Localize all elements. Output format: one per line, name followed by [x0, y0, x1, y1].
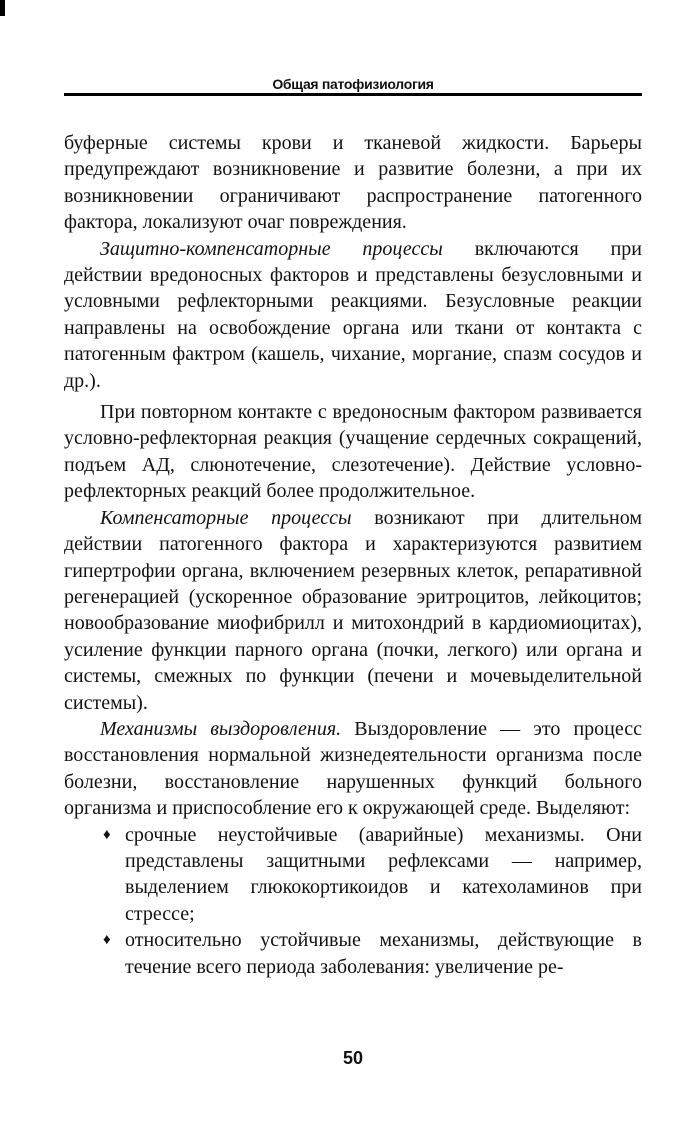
list-item-text: срочные неустойчивые (аварийные) механизмы. Они представлены защитными рефлексами — например, выделением глюкокортикоидов и катехоламинов при стрессе;: [125, 823, 642, 925]
paragraph-compensatory: [64, 505, 642, 716]
paragraph-barriers: буферные системы крови и тканевой жидкости. Барьеры предупреждают возникновение и развитие болезни, а при их возникновении ограничивают распространение патогенного фактора, локализуют очаг повреждения.: [64, 132, 642, 234]
paragraph-recovery: [64, 716, 642, 822]
scan-corner-mark: [0, 0, 5, 16]
paragraph-text: Выздоровление — это процесс восстановления нормальной жизнедеятельности организма после болезни, восстановление нарушенных функций больного организма и приспособление его к окружающей среде. Выделяют:: [64, 717, 642, 820]
header-rule: [64, 93, 642, 96]
diamond-bullet-icon: ♦: [103, 826, 111, 843]
list-item: [64, 822, 642, 928]
paragraph-protective-compensatory: [64, 236, 642, 394]
running-title: Общая патофизиология: [272, 76, 434, 92]
list-item: [64, 927, 642, 980]
term-recovery-mechanisms: Механизмы выздоровления.: [100, 717, 342, 740]
term-compensatory: Компенсаторные процессы: [100, 506, 352, 529]
paragraph-text: включаются при действии вредоносных факторов и представлены безусловными и условными рефлекторными реакциями. Безусловные реакции направлены на освобождение органа или ткани от контакта с патогенным фактром (кашель, чихание, моргание, спазм сосудов и др.).: [64, 237, 642, 392]
diamond-bullet-icon: ♦: [103, 932, 111, 949]
page-number: 50: [342, 1048, 364, 1068]
paragraph-text: возникают при длительном действии патогенного фактора и характеризуются развитием гипертрофии органа, включением резервных клеток, репаративной регенерацией (ускоренное образование эритроцитов, лейкоцитов; новообразование миофибрилл и митохондрий в кардиомиоцитах), усиление функции парного органа (почки, легкого) или органа и системы, смежных по функции (печени и мочевыделительной системы).: [64, 506, 642, 714]
paragraph-repeated-contact: При повторном контакте с вредоносным фактором развивается условно-рефлекторная реакция (учащение сердечных сокращений, подъем АД, слюнотечение, слезотечение). Действие условно-рефлекторных реакций более продолжительное.: [64, 401, 642, 503]
recovery-mechanisms-list: [64, 822, 642, 980]
term-protective-compensatory: Защитно-компенсаторные процессы: [100, 237, 443, 260]
list-item-text: относительно устойчивые механизмы, действующие в течение всего периода заболевания: увеличение ре-: [125, 929, 642, 978]
page-body: [64, 130, 642, 980]
